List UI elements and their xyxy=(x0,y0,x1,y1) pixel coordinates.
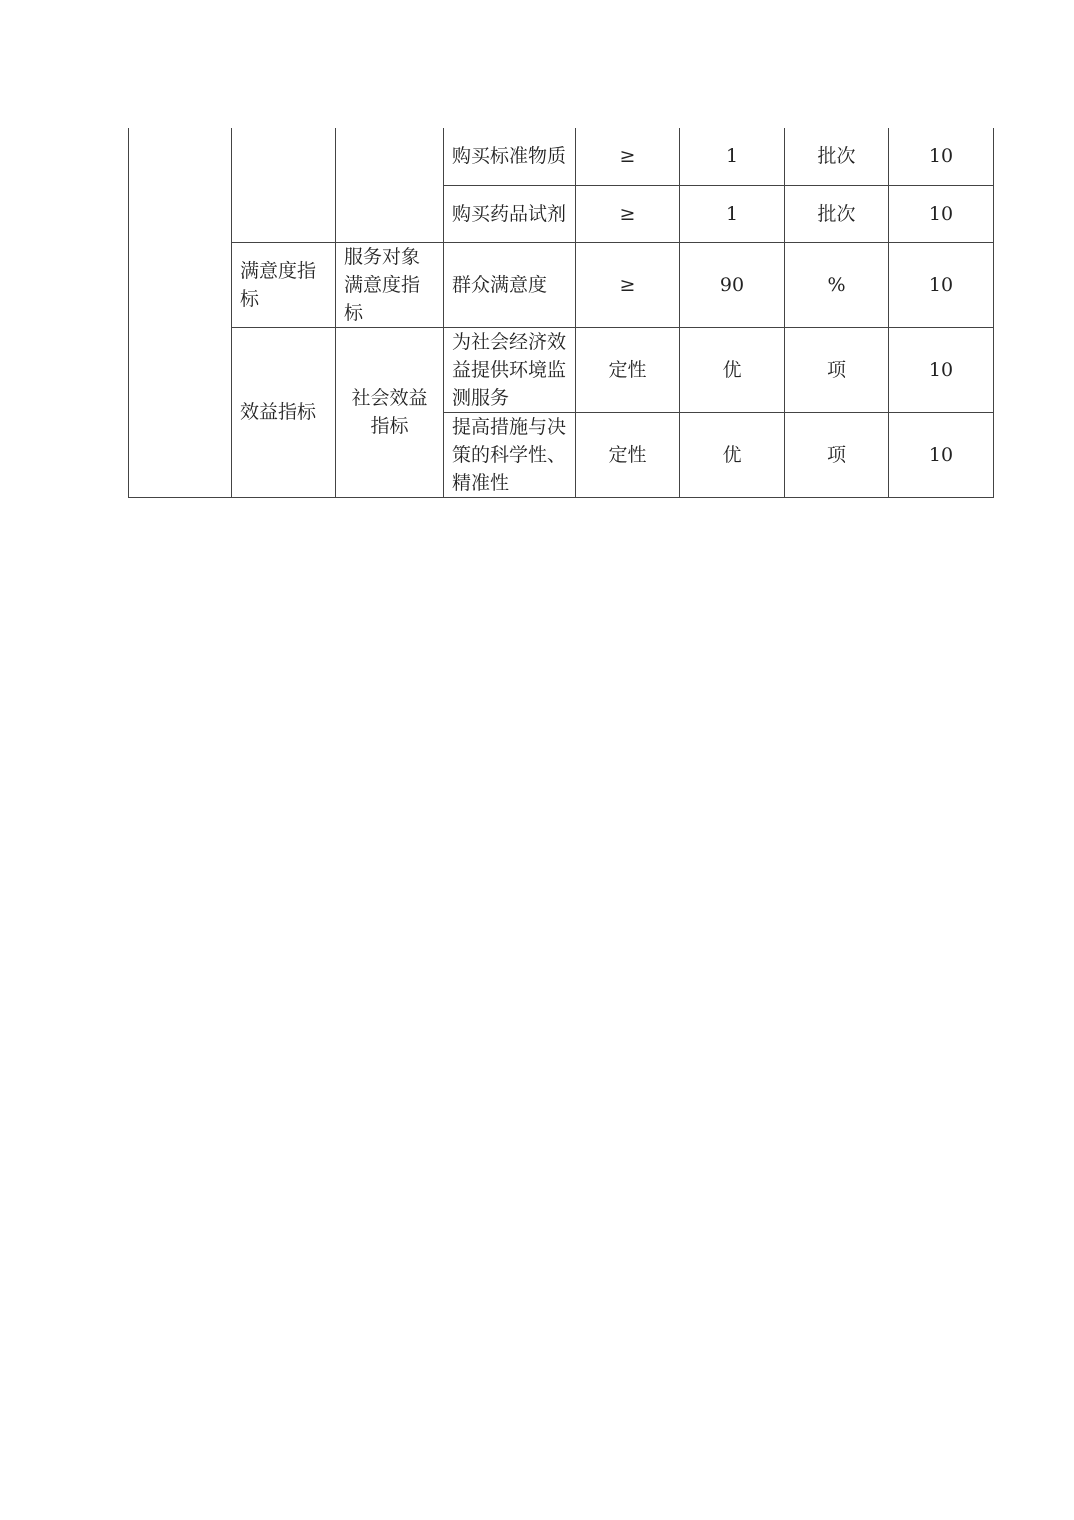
indicator-cell: 提高措施与决策的科学性、精准性 xyxy=(444,412,576,497)
table-row xyxy=(129,128,994,185)
unit-cell: % xyxy=(785,242,889,327)
performance-indicator-table xyxy=(128,128,994,498)
unit-cell: 项 xyxy=(785,327,889,412)
unit-cell: 批次 xyxy=(785,128,889,185)
operator-cell: 定性 xyxy=(576,412,680,497)
indicator-cell: 购买药品试剂 xyxy=(444,185,576,242)
unit-cell: 项 xyxy=(785,412,889,497)
indicator-cell: 为社会经济效益提供环境监测服务 xyxy=(444,327,576,412)
unit-cell: 批次 xyxy=(785,185,889,242)
level2-cell xyxy=(232,128,336,242)
level3-cell: 服务对象满意度指标 xyxy=(336,242,444,327)
level1-cell xyxy=(129,128,232,497)
indicator-cell: 购买标准物质 xyxy=(444,128,576,185)
value-cell: 优 xyxy=(680,412,785,497)
score-cell: 10 xyxy=(889,185,994,242)
indicator-cell: 群众满意度 xyxy=(444,242,576,327)
score-cell: 10 xyxy=(889,327,994,412)
table-row xyxy=(129,327,994,412)
operator-cell: 定性 xyxy=(576,327,680,412)
level3-cell xyxy=(336,128,444,242)
operator-cell: ≥ xyxy=(576,242,680,327)
score-cell: 10 xyxy=(889,242,994,327)
value-cell: 90 xyxy=(680,242,785,327)
score-cell: 10 xyxy=(889,128,994,185)
level3-cell: 社会效益指标 xyxy=(336,327,444,497)
level2-cell: 满意度指标 xyxy=(232,242,336,327)
operator-cell: ≥ xyxy=(576,128,680,185)
level2-cell: 效益指标 xyxy=(232,327,336,497)
value-cell: 1 xyxy=(680,128,785,185)
value-cell: 1 xyxy=(680,185,785,242)
value-cell: 优 xyxy=(680,327,785,412)
operator-cell: ≥ xyxy=(576,185,680,242)
table-row xyxy=(129,242,994,327)
score-cell: 10 xyxy=(889,412,994,497)
